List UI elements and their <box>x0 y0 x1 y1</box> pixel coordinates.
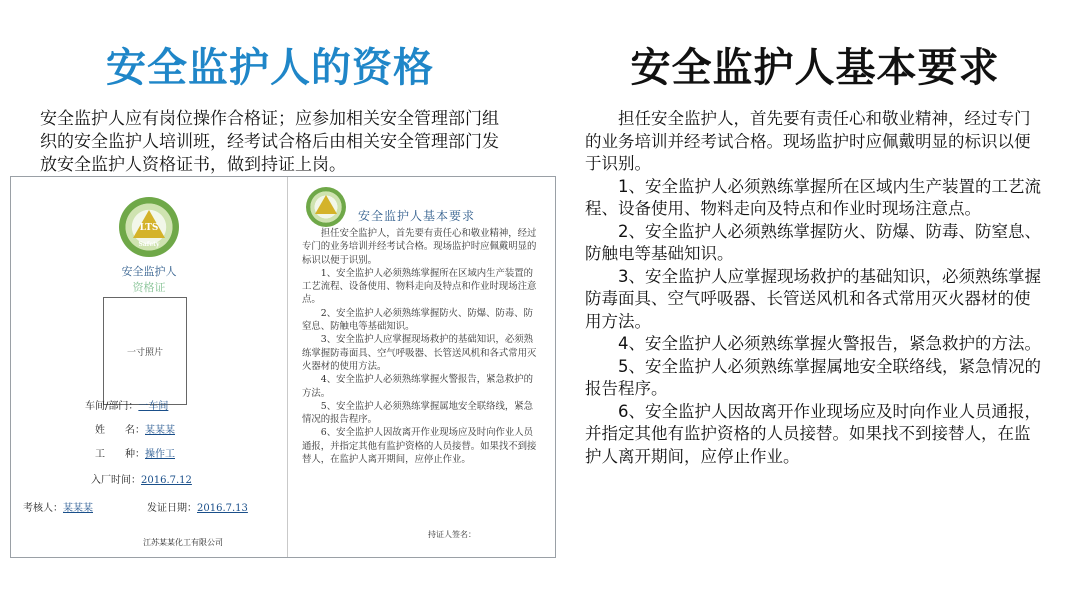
certificate-subtitle: 资格证 <box>132 281 166 294</box>
examiner-value: 某某某 <box>63 503 93 514</box>
cert-requirement: 2、安全监护人必须熟练掌握防火、防爆、防毒、防窒息、防触电等基础知识。 <box>302 307 534 333</box>
certificate-inner-page <box>288 177 555 557</box>
holder-signature-label: 持证人签名： <box>428 530 476 539</box>
workshop-value: 一车间 <box>138 401 169 412</box>
workshop-label: 车间/部门： <box>85 401 139 412</box>
name-label: 姓 名： <box>95 425 145 436</box>
cert-requirement: 担任安全监护人，首先要有责任心和敬业精神，经过专门的业务培训并经考试合格。现场监护时应佩戴明显的标识以便于识别。 <box>302 228 537 266</box>
requirement-paragraph: 1、安全监护人必须熟练掌握所在区域内生产装置的工艺流程、设备使用、物料走向及特点和作业时现场注意点。 <box>585 176 1041 218</box>
requirements-text <box>585 108 1045 468</box>
cert-requirement: 6、安全监护人因故离开作业现场应及时向作业人员通报，并指定其他有监护资格的人员接替。如果找不到接替人，在监护人离开期间，应停止作业。 <box>302 427 537 466</box>
photo-box <box>103 297 187 405</box>
certificate-name: 安全监护人 <box>121 265 177 278</box>
requirement-paragraph: 4、安全监护人必须熟练掌握火警报告，紧急救护的方法。 <box>618 334 1041 353</box>
certificate-requirements-body <box>302 227 542 466</box>
lts-logo-icon <box>119 197 179 257</box>
requirement-paragraph: 6、安全监护人因故离开作业现场应及时向作业人员通报，并指定其他有监护资格的人员接替。如果找不到接替人，在监护人离开期间，应停止作业。 <box>585 401 1041 466</box>
cert-requirement: 1、安全监护人必须熟练掌握所在区域内生产装置的工艺流程、设备使用、物料走向及特点和作业时现场注意点。 <box>302 267 537 306</box>
examiner-label: 考核人： <box>23 503 63 514</box>
name-field <box>95 421 175 436</box>
cert-requirement: 5、安全监护人必须熟练掌握属地安全联络线，紧急情况的报告程序。 <box>302 400 534 426</box>
job-type-label: 工 种： <box>95 449 145 460</box>
logo-text: LTS <box>139 223 159 233</box>
company-name: 江苏某某化工有限公司 <box>143 538 223 547</box>
workshop-field <box>85 397 168 412</box>
cert-requirement: 4、安全监护人必须熟练掌握火警报告，紧急救护的方法。 <box>302 374 534 399</box>
logo-small-text: Safety <box>138 241 160 248</box>
entry-date-label: 入厂时间： <box>91 475 141 486</box>
small-logo-triangle-icon <box>315 195 337 214</box>
issue-date-field <box>147 499 248 514</box>
requirement-paragraph: 3、安全监护人应掌握现场救护的基础知识，必须熟练掌握防毒面具、空气呼吸器、长管送风机和各式常用灭火器材的使用方法。 <box>585 266 1041 331</box>
requirement-paragraph: 2、安全监护人必须熟练掌握防火、防爆、防毒、防窒息、防触电等基础知识。 <box>585 221 1041 263</box>
issue-date-value: 2016.7.13 <box>197 503 248 514</box>
left-title: 安全监护人的资格 <box>106 45 434 91</box>
lts-small-logo-icon <box>306 187 346 227</box>
examiner-field <box>23 499 93 514</box>
entry-date-field <box>91 471 192 486</box>
requirement-paragraph: 5、安全监护人必须熟练掌握属地安全联络线，紧急情况的报告程序。 <box>585 356 1041 398</box>
issue-date-label: 发证日期： <box>147 503 197 514</box>
certificate-image <box>10 176 556 558</box>
right-title: 安全监护人基本要求 <box>630 45 1000 91</box>
requirement-paragraph: 担任安全监护人，首先要有责任心和敬业精神，经过专门的业务培训并经考试合格。现场监护时应佩戴明显的标识以便于识别。 <box>585 109 1031 173</box>
entry-date-value: 2016.7.12 <box>141 475 192 486</box>
name-value: 某某某 <box>145 425 175 436</box>
certificate-requirements-title: 安全监护人基本要求 <box>358 209 476 223</box>
job-type-value: 操作工 <box>145 449 175 460</box>
cert-requirement: 3、安全监护人应掌握现场救护的基础知识，必须熟练掌握防毒面具、空气呼吸器、长管送风机和各式常用灭火器材的使用方法。 <box>302 334 537 372</box>
certificate-cover <box>11 177 287 557</box>
qualification-text: 安全监护人应有岗位操作合格证；应参加相关安全管理部门组织的安全监护人培训班，经考试合格后由相关安全管理部门发放安全监护人资格证书，做到持证上岗。 <box>40 109 499 175</box>
photo-label: 一寸照片 <box>126 347 163 358</box>
job-type-field <box>95 445 175 460</box>
